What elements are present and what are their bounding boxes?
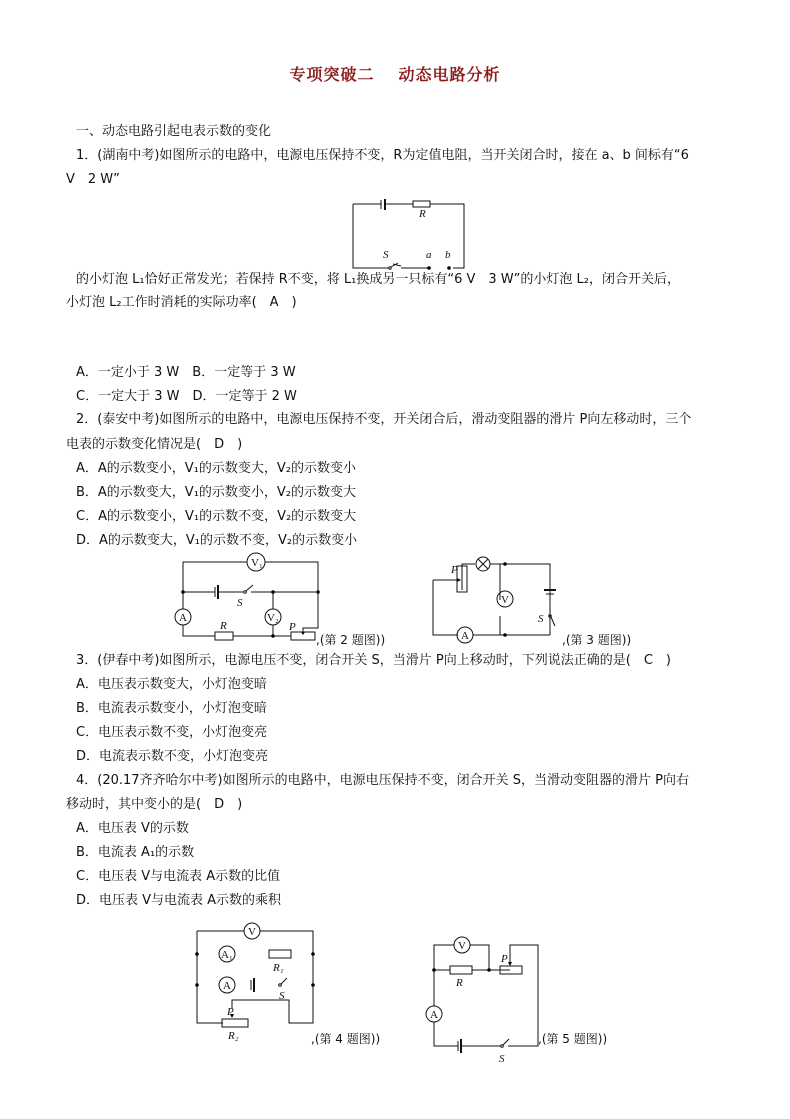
label-V: V xyxy=(458,940,466,952)
label-R: R xyxy=(220,620,227,632)
q5-circuit-diagram xyxy=(430,938,544,1065)
q4-circuit-diagram xyxy=(197,927,317,1052)
q1-option-ab: A．一定小于 3 W B．一定等于 3 W xyxy=(76,365,296,380)
label-S: S xyxy=(383,249,389,261)
q2-option-c: C．A的示数变小，V₁的示数不变，V₂的示数变大 xyxy=(76,509,357,524)
q4-option-b: B．电流表 A₁的示数 xyxy=(76,845,195,860)
label-R2: R₂ xyxy=(228,1030,239,1042)
label-P: P xyxy=(289,621,296,633)
q2-option-d: D．A的示数变大，V₁的示数不变，V₂的示数变小 xyxy=(76,533,358,548)
section-heading: 一、动态电路引起电表示数的变化 xyxy=(76,124,272,139)
q1-option-cd: C．一定大于 3 W D．一定等于 2 W xyxy=(76,389,297,404)
q2-text-1: 2．(泰安中考)如图所示的电路中，电源电压保持不变，开关闭合后，滑动变阻器的滑片 P向左移动时，三个 xyxy=(76,412,692,427)
page-title xyxy=(0,62,790,85)
q4-option-d: D．电压表 V与电流表 A示数的乘积 xyxy=(76,893,282,908)
q1-circuit-diagram xyxy=(353,200,468,272)
label-S: S xyxy=(279,990,285,1002)
q4-text-1: 4．(20.17齐齐哈尔中考)如图所示的电路中，电源电压保持不变，闭合开关 S，当滑动变阻器的滑片 P向右 xyxy=(76,773,689,788)
label-R: R xyxy=(456,977,463,989)
label-V: V xyxy=(501,594,509,606)
title-part2: 动态电路分析 xyxy=(398,65,501,84)
label-A: A xyxy=(179,612,187,624)
title-part1: 专项突破二 xyxy=(289,65,375,84)
q3-option-a: A．电压表示数变大，小灯泡变暗 xyxy=(76,677,267,692)
q3-option-b: B．电流表示数变小，小灯泡变暗 xyxy=(76,701,267,716)
q5-figure-caption: ,(第 5 题图)) xyxy=(538,1032,608,1046)
q1-text-1: 1．(湖南中考)如图所示的电路中，电源电压保持不变，R为定值电阻，当开关闭合时，接在 a、b 间标有“6 xyxy=(76,148,689,163)
q2-text-2: 电表的示数变化情况是( D ) xyxy=(66,437,243,452)
label-P: P xyxy=(227,1006,234,1018)
q3-option-c: C．电压表示数不变，小灯泡变亮 xyxy=(76,725,268,740)
q4-option-a: A．电压表 V的示数 xyxy=(76,821,189,836)
q4-text-2: 移动时，其中变小的是( D ) xyxy=(66,797,243,812)
q3-option-d: D．电流表示数不变，小灯泡变亮 xyxy=(76,749,269,764)
label-A: A xyxy=(223,980,231,992)
label-V1: V₁ xyxy=(251,557,263,569)
q2-circuit-diagram xyxy=(179,556,323,641)
label-V: V xyxy=(248,926,256,938)
label-A: A xyxy=(461,630,469,642)
q2-option-b: B．A的示数变大，V₁的示数变小，V₂的示数变大 xyxy=(76,485,357,500)
label-S: S xyxy=(499,1053,505,1065)
q4-figure-caption: ,(第 4 题图)) xyxy=(311,1032,381,1046)
label-A1: A₁ xyxy=(221,949,233,961)
q3-text-1: 3．(伊春中考)如图所示，电源电压不变，闭合开关 S，当滑片 P向上移动时，下列说法正确的是( C ) xyxy=(76,653,671,668)
label-a: a xyxy=(426,249,432,261)
label-P: P xyxy=(501,953,508,965)
q2-option-a: A．A的示数变小，V₁的示数变大，V₂的示数变小 xyxy=(76,461,356,476)
q2-figure-caption: ,(第 2 题图)) xyxy=(316,633,386,647)
q3-figure-caption: ,(第 3 题图)) xyxy=(562,633,632,647)
q1-text-3: 的小灯泡 L₁恰好正常发光；若保持 R不变，将 L₁换成另一只标有“6 V 3 W”的小灯泡 L₂，闭合开关后， xyxy=(76,272,680,287)
q1-text-2: V 2 W” xyxy=(66,172,120,187)
label-P: P xyxy=(451,564,458,576)
q4-option-c: C．电压表 V与电流表 A示数的比值 xyxy=(76,869,281,884)
label-S: S xyxy=(538,613,544,625)
q1-text-4: 小灯泡 L₂工作时消耗的实际功率( A ) xyxy=(66,295,297,310)
label-R: R xyxy=(419,208,426,220)
q3-circuit-diagram xyxy=(433,560,563,640)
label-b: b xyxy=(445,249,451,261)
label-A: A xyxy=(430,1009,438,1021)
label-R1: R₁ xyxy=(273,962,284,974)
label-S: S xyxy=(237,597,243,609)
label-V2: V₂ xyxy=(267,612,279,624)
